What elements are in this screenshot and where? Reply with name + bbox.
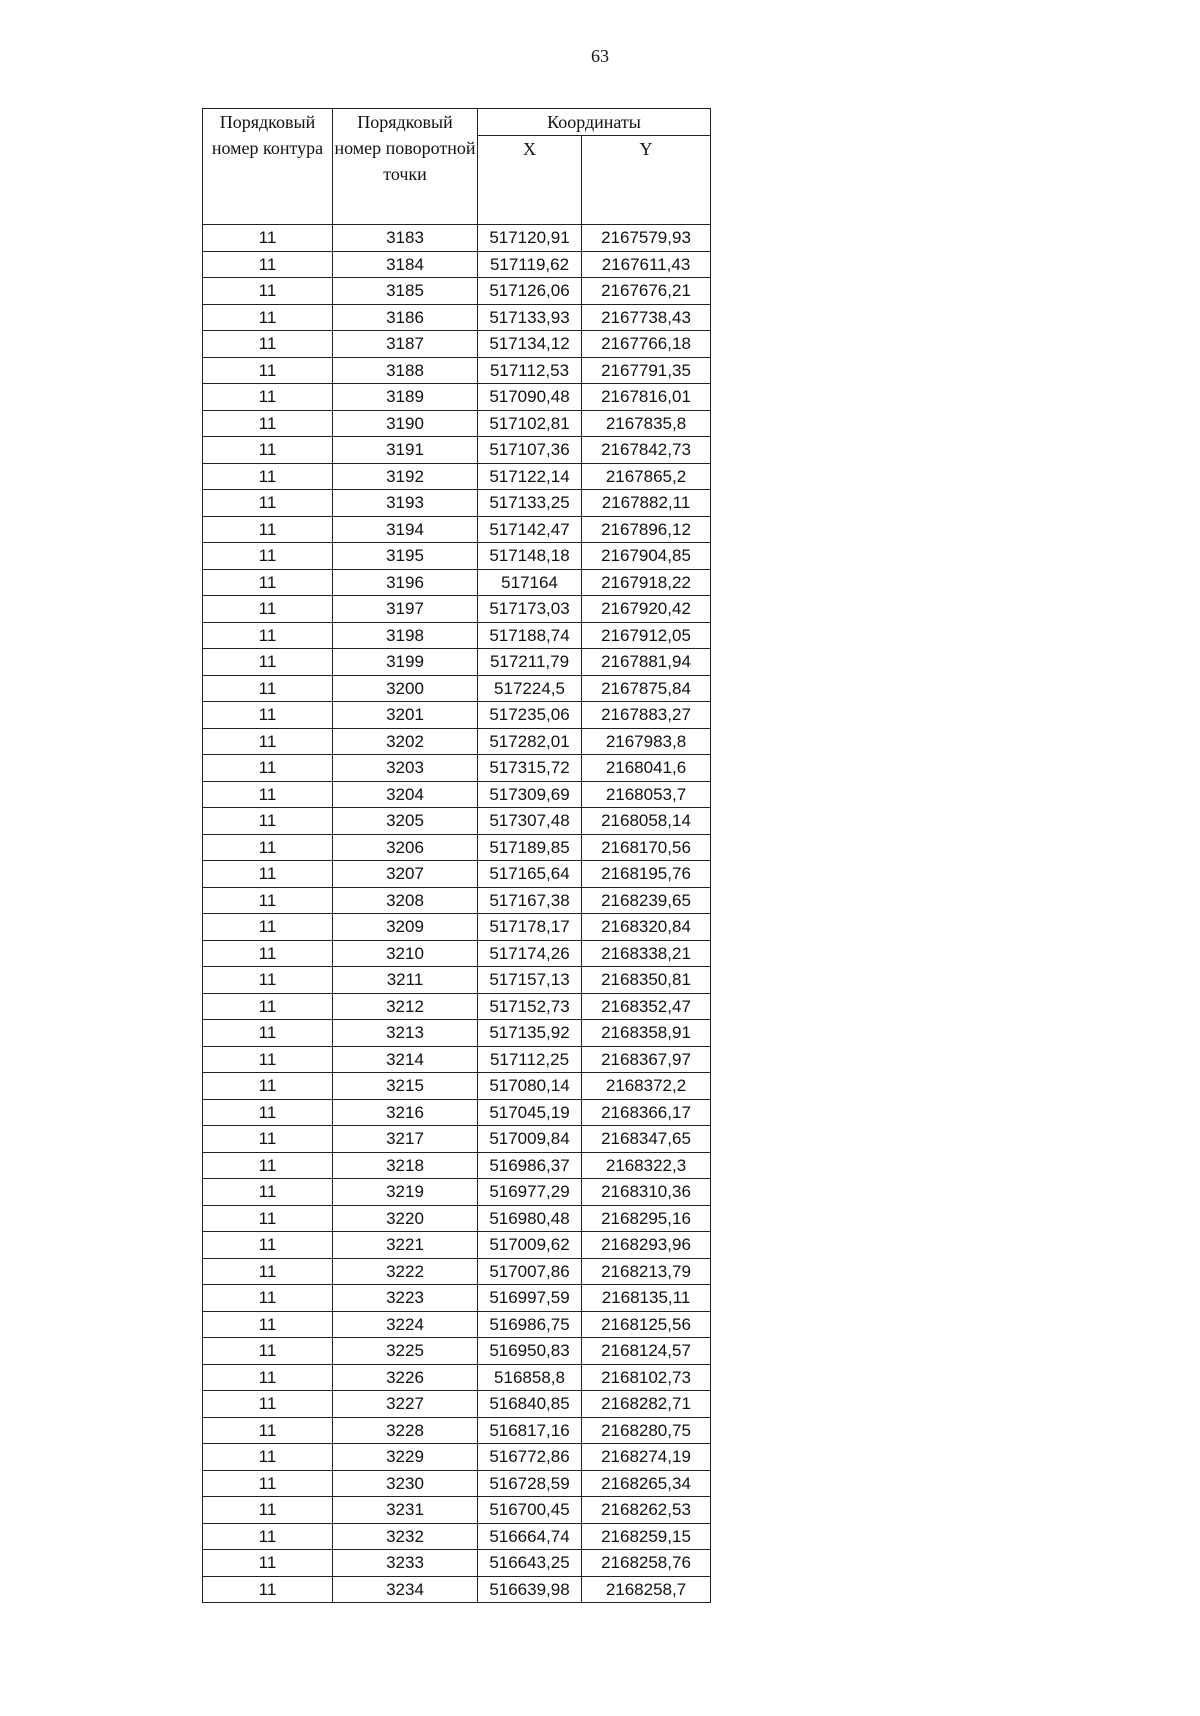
table-row	[203, 1391, 711, 1418]
table-row	[203, 1046, 711, 1073]
cell-point-number: 3189	[333, 384, 478, 411]
cell-contour-number: 11	[203, 1338, 333, 1365]
cell-contour-number: 11	[203, 1364, 333, 1391]
cell-x: 517174,26	[478, 940, 582, 967]
cell-contour-number: 11	[203, 914, 333, 941]
cell-x: 516840,85	[478, 1391, 582, 1418]
table-row	[203, 357, 711, 384]
cell-point-number: 3225	[333, 1338, 478, 1365]
table-row	[203, 781, 711, 808]
cell-y: 2168372,2	[582, 1073, 711, 1100]
cell-x: 516858,8	[478, 1364, 582, 1391]
cell-contour-number: 11	[203, 702, 333, 729]
cell-point-number: 3206	[333, 834, 478, 861]
cell-x: 517315,72	[478, 755, 582, 782]
cell-y: 2168280,75	[582, 1417, 711, 1444]
cell-contour-number: 11	[203, 1417, 333, 1444]
cell-x: 517165,64	[478, 861, 582, 888]
cell-point-number: 3194	[333, 516, 478, 543]
cell-point-number: 3221	[333, 1232, 478, 1259]
table-row	[203, 861, 711, 888]
table-row	[203, 940, 711, 967]
cell-x: 517167,38	[478, 887, 582, 914]
table-row	[203, 331, 711, 358]
table-row	[203, 543, 711, 570]
cell-x: 517112,25	[478, 1046, 582, 1073]
cell-contour-number: 11	[203, 1497, 333, 1524]
table-row	[203, 1179, 711, 1206]
cell-point-number: 3228	[333, 1417, 478, 1444]
cell-point-number: 3229	[333, 1444, 478, 1471]
cell-point-number: 3230	[333, 1470, 478, 1497]
cell-contour-number: 11	[203, 887, 333, 914]
header-contour-number: Порядковый номер контура	[203, 109, 333, 225]
cell-contour-number: 11	[203, 596, 333, 623]
cell-y: 2167920,42	[582, 596, 711, 623]
cell-y: 2168259,15	[582, 1523, 711, 1550]
table-row	[203, 1258, 711, 1285]
cell-x: 516700,45	[478, 1497, 582, 1524]
cell-contour-number: 11	[203, 1391, 333, 1418]
header-point-number: Порядковый номер поворотной точки	[333, 109, 478, 225]
cell-x: 517107,36	[478, 437, 582, 464]
table-row	[203, 1152, 711, 1179]
table-row	[203, 384, 711, 411]
cell-point-number: 3208	[333, 887, 478, 914]
cell-contour-number: 11	[203, 1311, 333, 1338]
cell-contour-number: 11	[203, 861, 333, 888]
cell-point-number: 3184	[333, 251, 478, 278]
cell-contour-number: 11	[203, 490, 333, 517]
cell-y: 2168366,17	[582, 1099, 711, 1126]
table-row	[203, 649, 711, 676]
cell-contour-number: 11	[203, 1444, 333, 1471]
table-row	[203, 887, 711, 914]
cell-contour-number: 11	[203, 543, 333, 570]
cell-point-number: 3214	[333, 1046, 478, 1073]
cell-x: 516986,37	[478, 1152, 582, 1179]
cell-x: 517126,06	[478, 278, 582, 305]
cell-y: 2167904,85	[582, 543, 711, 570]
cell-x: 516639,98	[478, 1576, 582, 1603]
cell-y: 2168125,56	[582, 1311, 711, 1338]
cell-x: 517148,18	[478, 543, 582, 570]
cell-x: 516977,29	[478, 1179, 582, 1206]
cell-point-number: 3203	[333, 755, 478, 782]
cell-x: 517102,81	[478, 410, 582, 437]
cell-x: 517090,48	[478, 384, 582, 411]
cell-y: 2168295,16	[582, 1205, 711, 1232]
cell-y: 2168213,79	[582, 1258, 711, 1285]
cell-contour-number: 11	[203, 1179, 333, 1206]
cell-contour-number: 11	[203, 410, 333, 437]
cell-x: 517309,69	[478, 781, 582, 808]
cell-y: 2168282,71	[582, 1391, 711, 1418]
table-row	[203, 622, 711, 649]
cell-y: 2168124,57	[582, 1338, 711, 1365]
cell-contour-number: 11	[203, 278, 333, 305]
cell-contour-number: 11	[203, 1285, 333, 1312]
cell-point-number: 3219	[333, 1179, 478, 1206]
cell-y: 2168322,3	[582, 1152, 711, 1179]
table-row	[203, 437, 711, 464]
cell-contour-number: 11	[203, 1550, 333, 1577]
cell-y: 2168367,97	[582, 1046, 711, 1073]
table-row	[203, 1523, 711, 1550]
table-row	[203, 1497, 711, 1524]
cell-contour-number: 11	[203, 967, 333, 994]
cell-point-number: 3212	[333, 993, 478, 1020]
cell-y: 2167875,84	[582, 675, 711, 702]
cell-point-number: 3185	[333, 278, 478, 305]
cell-contour-number: 11	[203, 1073, 333, 1100]
cell-contour-number: 11	[203, 331, 333, 358]
table-row	[203, 410, 711, 437]
cell-y: 2168258,7	[582, 1576, 711, 1603]
table-row	[203, 755, 711, 782]
cell-x: 517045,19	[478, 1099, 582, 1126]
cell-point-number: 3234	[333, 1576, 478, 1603]
cell-contour-number: 11	[203, 384, 333, 411]
cell-x: 517164	[478, 569, 582, 596]
table-row	[203, 728, 711, 755]
table-row	[203, 1550, 711, 1577]
table-row	[203, 1417, 711, 1444]
cell-point-number: 3187	[333, 331, 478, 358]
cell-contour-number: 11	[203, 516, 333, 543]
cell-contour-number: 11	[203, 1258, 333, 1285]
cell-point-number: 3223	[333, 1285, 478, 1312]
table-row	[203, 1470, 711, 1497]
cell-point-number: 3193	[333, 490, 478, 517]
table-header	[203, 109, 711, 225]
cell-contour-number: 11	[203, 834, 333, 861]
cell-point-number: 3190	[333, 410, 478, 437]
cell-x: 516664,74	[478, 1523, 582, 1550]
table-body	[203, 225, 711, 1603]
cell-point-number: 3205	[333, 808, 478, 835]
cell-x: 517224,5	[478, 675, 582, 702]
table-row	[203, 490, 711, 517]
cell-x: 517133,25	[478, 490, 582, 517]
cell-x: 517135,92	[478, 1020, 582, 1047]
cell-y: 2168239,65	[582, 887, 711, 914]
cell-y: 2167865,2	[582, 463, 711, 490]
cell-contour-number: 11	[203, 463, 333, 490]
cell-y: 2168102,73	[582, 1364, 711, 1391]
cell-contour-number: 11	[203, 993, 333, 1020]
cell-contour-number: 11	[203, 1099, 333, 1126]
cell-y: 2168293,96	[582, 1232, 711, 1259]
cell-x: 516643,25	[478, 1550, 582, 1577]
table-row	[203, 1338, 711, 1365]
cell-point-number: 3232	[333, 1523, 478, 1550]
cell-y: 2168310,36	[582, 1179, 711, 1206]
cell-point-number: 3211	[333, 967, 478, 994]
cell-point-number: 3231	[333, 1497, 478, 1524]
cell-y: 2167791,35	[582, 357, 711, 384]
cell-point-number: 3195	[333, 543, 478, 570]
cell-point-number: 3215	[333, 1073, 478, 1100]
cell-y: 2168041,6	[582, 755, 711, 782]
cell-contour-number: 11	[203, 1576, 333, 1603]
cell-x: 517009,84	[478, 1126, 582, 1153]
cell-contour-number: 11	[203, 675, 333, 702]
table-row	[203, 1126, 711, 1153]
cell-y: 2167676,21	[582, 278, 711, 305]
cell-y: 2168320,84	[582, 914, 711, 941]
cell-point-number: 3186	[333, 304, 478, 331]
table-row	[203, 251, 711, 278]
cell-contour-number: 11	[203, 649, 333, 676]
cell-point-number: 3196	[333, 569, 478, 596]
cell-contour-number: 11	[203, 1470, 333, 1497]
cell-contour-number: 11	[203, 940, 333, 967]
cell-x: 517133,93	[478, 304, 582, 331]
cell-point-number: 3224	[333, 1311, 478, 1338]
cell-y: 2167918,22	[582, 569, 711, 596]
cell-y: 2168265,34	[582, 1470, 711, 1497]
cell-point-number: 3199	[333, 649, 478, 676]
cell-point-number: 3216	[333, 1099, 478, 1126]
header-coordinates: Координаты	[478, 109, 711, 136]
cell-x: 516986,75	[478, 1311, 582, 1338]
table-row	[203, 834, 711, 861]
table-row	[203, 569, 711, 596]
table-row	[203, 463, 711, 490]
cell-contour-number: 11	[203, 1232, 333, 1259]
cell-point-number: 3217	[333, 1126, 478, 1153]
cell-point-number: 3188	[333, 357, 478, 384]
cell-x: 517119,62	[478, 251, 582, 278]
table-row	[203, 1576, 711, 1603]
cell-contour-number: 11	[203, 357, 333, 384]
cell-contour-number: 11	[203, 1205, 333, 1232]
cell-y: 2168274,19	[582, 1444, 711, 1471]
table-row	[203, 278, 711, 305]
cell-x: 517211,79	[478, 649, 582, 676]
cell-contour-number: 11	[203, 755, 333, 782]
cell-contour-number: 11	[203, 1046, 333, 1073]
cell-point-number: 3209	[333, 914, 478, 941]
cell-point-number: 3200	[333, 675, 478, 702]
cell-y: 2168338,21	[582, 940, 711, 967]
cell-y: 2168262,53	[582, 1497, 711, 1524]
coordinates-table	[202, 108, 711, 1603]
cell-x: 517112,53	[478, 357, 582, 384]
cell-x: 516997,59	[478, 1285, 582, 1312]
cell-contour-number: 11	[203, 1523, 333, 1550]
cell-x: 517007,86	[478, 1258, 582, 1285]
cell-x: 517189,85	[478, 834, 582, 861]
cell-y: 2168350,81	[582, 967, 711, 994]
table-row	[203, 914, 711, 941]
cell-y: 2167883,27	[582, 702, 711, 729]
cell-contour-number: 11	[203, 1126, 333, 1153]
table-row	[203, 808, 711, 835]
table-row	[203, 1073, 711, 1100]
cell-point-number: 3183	[333, 225, 478, 252]
cell-x: 517120,91	[478, 225, 582, 252]
cell-point-number: 3213	[333, 1020, 478, 1047]
cell-point-number: 3210	[333, 940, 478, 967]
table-row	[203, 1020, 711, 1047]
cell-y: 2167738,43	[582, 304, 711, 331]
cell-contour-number: 11	[203, 808, 333, 835]
cell-contour-number: 11	[203, 251, 333, 278]
cell-x: 517157,13	[478, 967, 582, 994]
cell-y: 2167766,18	[582, 331, 711, 358]
cell-x: 517152,73	[478, 993, 582, 1020]
cell-y: 2168135,11	[582, 1285, 711, 1312]
table-row	[203, 1285, 711, 1312]
cell-y: 2167983,8	[582, 728, 711, 755]
table-row	[203, 993, 711, 1020]
cell-contour-number: 11	[203, 1152, 333, 1179]
cell-x: 517307,48	[478, 808, 582, 835]
cell-y: 2167816,01	[582, 384, 711, 411]
cell-contour-number: 11	[203, 569, 333, 596]
cell-point-number: 3227	[333, 1391, 478, 1418]
cell-point-number: 3201	[333, 702, 478, 729]
cell-y: 2168258,76	[582, 1550, 711, 1577]
cell-y: 2168053,7	[582, 781, 711, 808]
table-row	[203, 304, 711, 331]
cell-x: 517178,17	[478, 914, 582, 941]
table-row	[203, 1364, 711, 1391]
table-row	[203, 225, 711, 252]
cell-y: 2167896,12	[582, 516, 711, 543]
table-row	[203, 967, 711, 994]
cell-x: 517080,14	[478, 1073, 582, 1100]
table-row	[203, 1205, 711, 1232]
cell-x: 516728,59	[478, 1470, 582, 1497]
cell-point-number: 3204	[333, 781, 478, 808]
cell-y: 2167842,73	[582, 437, 711, 464]
cell-point-number: 3207	[333, 861, 478, 888]
cell-y: 2167912,05	[582, 622, 711, 649]
page-number: 63	[591, 46, 609, 66]
cell-point-number: 3218	[333, 1152, 478, 1179]
cell-contour-number: 11	[203, 728, 333, 755]
cell-x: 516950,83	[478, 1338, 582, 1365]
table-row	[203, 516, 711, 543]
cell-x: 517009,62	[478, 1232, 582, 1259]
cell-x: 516772,86	[478, 1444, 582, 1471]
cell-x: 517122,14	[478, 463, 582, 490]
cell-y: 2168195,76	[582, 861, 711, 888]
cell-y: 2167881,94	[582, 649, 711, 676]
cell-contour-number: 11	[203, 1020, 333, 1047]
cell-y: 2168170,56	[582, 834, 711, 861]
cell-y: 2167835,8	[582, 410, 711, 437]
cell-contour-number: 11	[203, 622, 333, 649]
cell-point-number: 3220	[333, 1205, 478, 1232]
cell-y: 2167882,11	[582, 490, 711, 517]
cell-contour-number: 11	[203, 304, 333, 331]
cell-point-number: 3192	[333, 463, 478, 490]
cell-y: 2168358,91	[582, 1020, 711, 1047]
cell-point-number: 3222	[333, 1258, 478, 1285]
cell-x: 517173,03	[478, 596, 582, 623]
header-y: Y	[582, 136, 711, 225]
cell-contour-number: 11	[203, 437, 333, 464]
cell-point-number: 3197	[333, 596, 478, 623]
cell-y: 2167579,93	[582, 225, 711, 252]
cell-point-number: 3191	[333, 437, 478, 464]
cell-point-number: 3233	[333, 1550, 478, 1577]
cell-x: 517134,12	[478, 331, 582, 358]
table-row	[203, 1444, 711, 1471]
table-row	[203, 1311, 711, 1338]
cell-x: 517142,47	[478, 516, 582, 543]
header-x: X	[478, 136, 582, 225]
cell-x: 517188,74	[478, 622, 582, 649]
table-row	[203, 1099, 711, 1126]
cell-contour-number: 11	[203, 781, 333, 808]
cell-x: 516817,16	[478, 1417, 582, 1444]
table-row	[203, 1232, 711, 1259]
table-row	[203, 596, 711, 623]
cell-y: 2168352,47	[582, 993, 711, 1020]
cell-y: 2168347,65	[582, 1126, 711, 1153]
table-row	[203, 702, 711, 729]
cell-contour-number: 11	[203, 225, 333, 252]
cell-point-number: 3226	[333, 1364, 478, 1391]
cell-point-number: 3202	[333, 728, 478, 755]
table-row	[203, 675, 711, 702]
cell-x: 517235,06	[478, 702, 582, 729]
cell-y: 2168058,14	[582, 808, 711, 835]
cell-x: 517282,01	[478, 728, 582, 755]
cell-x: 516980,48	[478, 1205, 582, 1232]
cell-y: 2167611,43	[582, 251, 711, 278]
cell-point-number: 3198	[333, 622, 478, 649]
